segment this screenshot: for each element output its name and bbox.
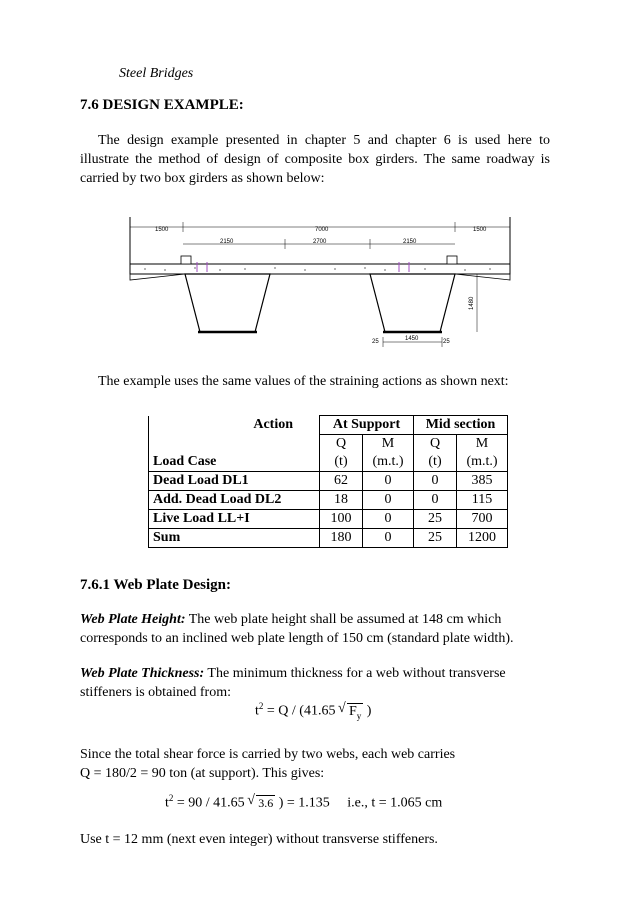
cell: 385 [457,472,508,491]
dim-mid-right: 2150 [403,239,417,245]
table-header-row-1 [149,416,508,435]
intro-text: The design example presented in chapter 5 and chapter 6 is used here to illustrate the method of design of composite box girders. The same roadway is carried by two box girders as shown below: [80,133,550,186]
table-row [149,510,508,529]
header-action: Action [149,416,320,435]
cell: 0 [363,491,414,510]
cross-section-figure [125,212,520,352]
f1-root: F [348,703,357,719]
row-label: Sum [149,529,320,548]
cell: 1200 [457,529,508,548]
unit-t-mid: (t) [414,453,457,472]
cell: 25 [414,510,457,529]
table-header-row-3 [149,453,508,472]
web-thick-text-1: The minimum thickness for a web without transverse [207,666,506,681]
f1-end: ) [363,703,372,719]
intro-paragraph [80,131,550,188]
subsection-title: 7.6.1 Web Plate Design: [80,577,231,593]
header-m-mid: M [457,435,508,454]
row-label: Add. Dead Load DL2 [149,491,320,510]
f1-mid: = Q / (41.65 [263,703,339,719]
dim-mid-mid: 2700 [313,239,327,245]
f2-exp: 2 [168,793,174,803]
cell: 0 [363,510,414,529]
dim-bot-mid: 1450 [405,336,419,342]
straining-actions-table [148,415,508,548]
running-header: Steel Bridges [119,66,194,81]
f1-t: t [255,703,259,719]
f1-exp: 2 [258,701,264,711]
section-title: 7.6 DESIGN EXAMPLE: [80,97,244,113]
cell: 0 [363,472,414,491]
cell: 0 [414,491,457,510]
left-box-girder [185,274,270,332]
dim-top-right: 1500 [473,227,487,233]
right-curb [447,256,457,264]
unit-mt-mid: (m.t.) [457,453,508,472]
table-row [149,491,508,510]
left-curb [181,256,191,264]
f2-root: 3.6 [258,795,274,810]
formula-2 [165,793,442,812]
cell: 18 [320,491,363,510]
web-thick-label: Web Plate Thickness: [80,666,205,681]
conclusion: Use t = 12 mm (next even integer) without transverse stiffeners. [80,832,438,847]
row-label: Dead Load DL1 [149,472,320,491]
f2-t: t [165,795,169,811]
f1-sqrt [347,703,363,721]
web-thick-line-2: stiffeners is obtained from: [80,685,231,700]
cell: 100 [320,510,363,529]
cell: 25 [414,529,457,548]
shear-line-2: Q = 180/2 = 90 ton (at support). This gives: [80,766,325,781]
cell: 0 [363,529,414,548]
cell: 180 [320,529,363,548]
header-at-support: At Support [320,416,414,435]
cell: 0 [414,472,457,491]
dim-top-mid: 7000 [315,227,329,233]
table-row [149,472,508,491]
unit-t-support: (t) [320,453,363,472]
web-height-line-1 [80,610,560,629]
dim-mid-left: 2150 [220,239,234,245]
header-m-support: M [363,435,414,454]
header-q-support: Q [320,435,363,454]
row-label: Live Load LL+I [149,510,320,529]
f2-end: ) = 1.135 i.e., t = 1.065 cm [275,795,443,811]
cell: 62 [320,472,363,491]
right-box-girder [370,274,455,332]
web-height-text-1: The web plate height shall be assumed at 148 cm which [188,612,502,627]
unit-mt-support: (m.t.) [363,453,414,472]
table-intro [80,372,550,391]
header-q-mid: Q [414,435,457,454]
cell: 115 [457,491,508,510]
dim-top-left: 1500 [155,227,169,233]
f1-sub: y [356,710,362,721]
dim-bot-left: 25 [372,339,379,345]
shear-line-1: Since the total shear force is carried by two webs, each web carries [80,747,456,762]
table-intro-text: The example uses the same values of the straining actions as shown next: [98,374,509,389]
header-load-case: Load Case [149,453,320,472]
table-header-row-2 [149,435,508,454]
cell: 700 [457,510,508,529]
table-row [149,529,508,548]
header-mid-section: Mid section [414,416,508,435]
f2-sqrt [256,795,275,811]
f2-mid: = 90 / 41.65 [173,795,249,811]
web-height-line-2: corresponds to an inclined web plate length of 150 cm (standard plate width). [80,631,514,646]
web-thick-line-1 [80,664,560,683]
dim-height: 1480 [469,296,475,310]
dim-bot-right: 25 [443,339,450,345]
formula-1 [255,701,371,720]
web-height-label: Web Plate Height: [80,612,186,627]
deck-slab [130,264,510,274]
